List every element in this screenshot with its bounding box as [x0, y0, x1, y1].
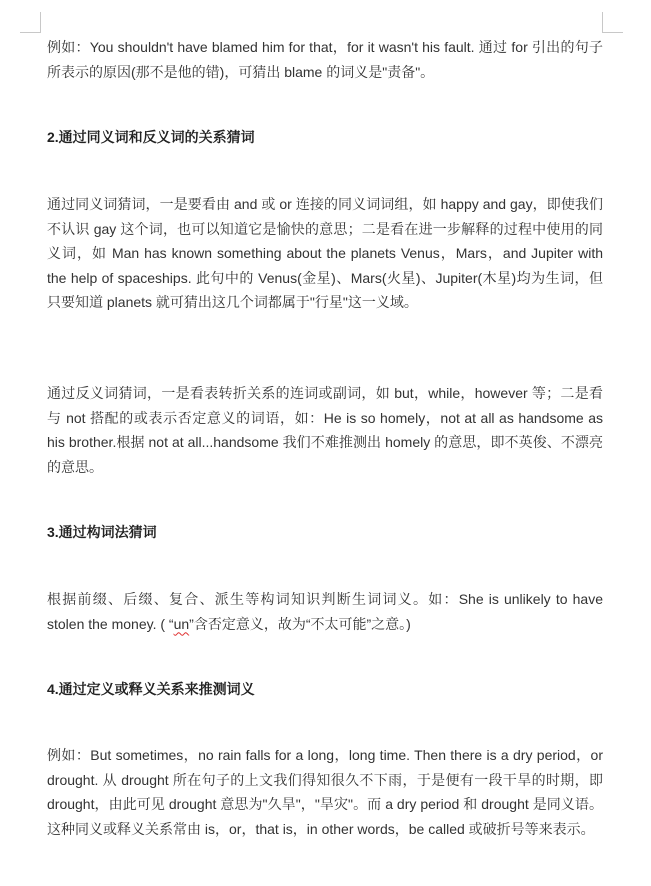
paragraph-text-after: ”含否定意义，故为“不太可能”之意。): [189, 615, 411, 632]
paragraph-text-before: 根据前缀、后缀、复合、派生等构词知识判断生词词义。如：She is unlikely to have stolen the money. ( “: [47, 591, 603, 632]
spellcheck-flagged-word[interactable]: un: [173, 615, 190, 632]
heading-synonym-antonym: 2.通过同义词和反义词的关系猜词: [47, 129, 255, 145]
heading-word-formation: 3.通过构词法猜词: [47, 524, 157, 540]
paragraph-blame-example: 例如：You shouldn't have blamed him for that，for it wasn't his fault. 通过 for 引出的句子所表示的原因(那不是他的错)，可猜出 blame 的词义是"责备"。: [47, 39, 603, 80]
heading-definition-relation: 4.通过定义或释义关系来推测词义: [47, 681, 255, 697]
paragraph-drought-example: 例如：But sometimes，no rain falls for a long，long time. Then there is a dry period，or drought. 从 drought 所在句子的上文我们得知很久不下雨，于是便有一段干旱的时期，即 drought，由此可见 drought 意思为"久旱"，"旱灾"。而 a dry period 和 drought 是同义语。这种同义或释义关系常由 is，or，that is，in other words，be called 或破折号等来表示。: [47, 747, 603, 837]
paragraph-word-formation: [47, 587, 603, 636]
paragraph-antonym-guessing: 通过反义词猜词，一是看表转折关系的连词或副词，如 but，while，however 等；二是看与 not 搭配的或表示否定意义的词语，如：He is so homely，not at all as handsome as his brother.根据 not at all...handsome 我们不难推测出 homely 的意思，即不英俊、不漂亮的意思。: [47, 385, 603, 475]
page-corner-mark-top-left: [20, 12, 41, 33]
page-corner-mark-top-right: [602, 12, 623, 33]
paragraph-synonym-guessing: 通过同义词猜词，一是要看由 and 或 or 连接的同义词词组，如 happy and gay，即使我们不认识 gay 这个词，也可以知道它是愉快的意思；二是看在进一步解释的过程中使用的同义词，如 Man has known something about the planets Venus，Mars，and Jupiter with the help of spaceships. 此句中的 Venus(金星)、Mars(火星)、Jupiter(木星)均为生词，但只要知道 planets 就可猜出这几个词都属于"行星"这一义域。: [47, 196, 603, 310]
